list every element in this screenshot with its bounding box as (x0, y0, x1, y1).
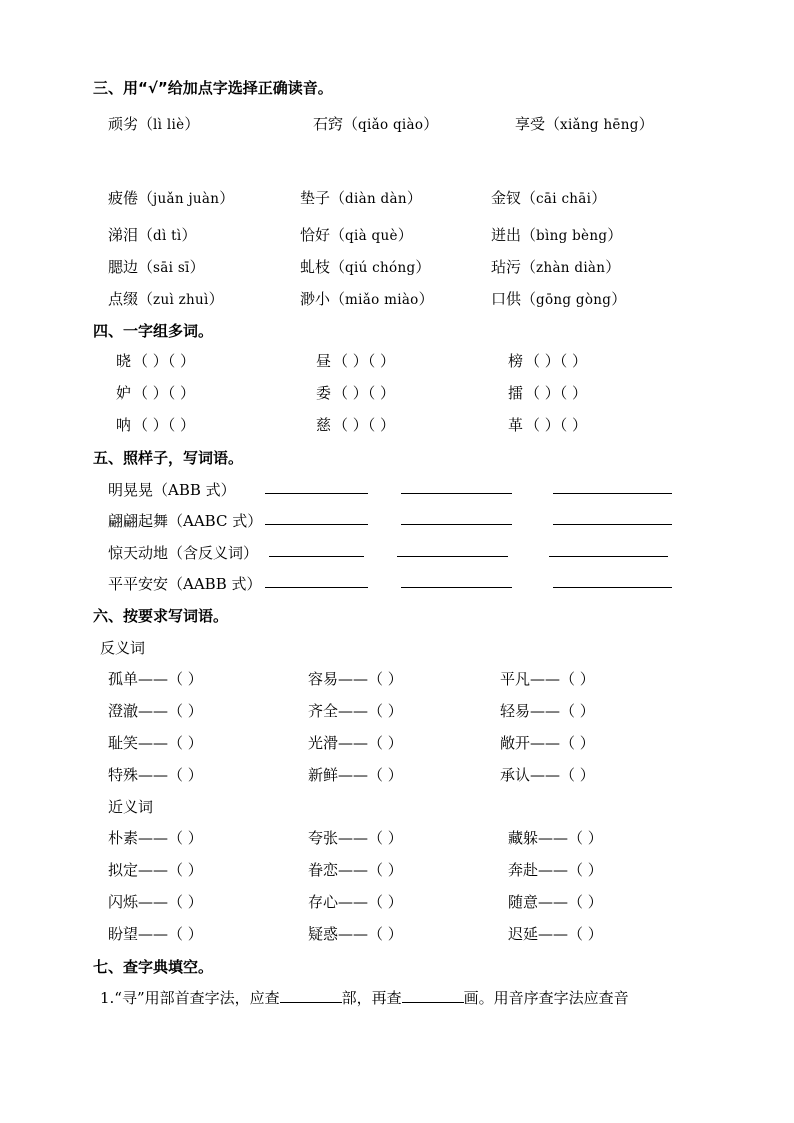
answer-line[interactable] (553, 493, 672, 494)
pinyin-options[interactable]: zuì zhuì (153, 292, 209, 308)
synonym-title: 近义词 (108, 798, 154, 816)
synonym-item[interactable]: 随意——（ ） (508, 893, 603, 911)
section3-title: 三、用“√”给加点字选择正确读音。 (93, 79, 333, 97)
pattern-example: 明晃晃（ABB 式） (108, 481, 236, 499)
answer-line[interactable] (553, 587, 672, 588)
pinyin-options[interactable]: qiǎo qiào (358, 117, 424, 133)
word-blanks[interactable]: （ ）（ ） (133, 352, 196, 370)
question-1 (100, 987, 629, 1008)
base-char: 擂 (508, 384, 524, 402)
pinyin-word: 顽劣 (108, 115, 139, 133)
paren-open: （ (521, 290, 537, 308)
antonym-item[interactable]: 孤单——（ ） (108, 670, 203, 688)
base-char: 革 (508, 416, 524, 434)
paren-open: （ (521, 226, 537, 244)
antonym-item[interactable]: 轻易——（ ） (500, 702, 595, 720)
paren-open: （ (521, 258, 537, 276)
answer-line[interactable] (265, 524, 368, 525)
answer-line[interactable] (265, 493, 368, 494)
pinyin-choice-item (491, 288, 626, 309)
paren-open: （ (545, 115, 561, 133)
answer-line[interactable] (401, 587, 512, 588)
compound-word-item (116, 382, 195, 403)
answer-line[interactable] (265, 587, 368, 588)
compound-word-item (508, 414, 587, 435)
pinyin-options[interactable]: qià què (345, 228, 398, 244)
pinyin-choice-item (300, 187, 422, 208)
pinyin-choice-item (108, 288, 224, 309)
synonym-item[interactable]: 盼望——（ ） (108, 925, 203, 943)
paren-close: ） (423, 115, 439, 133)
q1-blank-strokes[interactable] (402, 988, 464, 1003)
antonym-item[interactable]: 澄澈——（ ） (108, 702, 203, 720)
base-char: 昼 (316, 352, 332, 370)
pinyin-choice-item (108, 187, 234, 208)
pinyin-choice-item (300, 224, 413, 245)
pinyin-options[interactable]: gōng gòng (536, 292, 612, 308)
synonym-item[interactable]: 疑惑——（ ） (308, 925, 403, 943)
pinyin-word: 涕泪 (108, 226, 139, 244)
paren-close: ） (415, 258, 431, 276)
word-blanks[interactable]: （ ）（ ） (333, 352, 396, 370)
synonym-item[interactable]: 眷恋——（ ） (308, 861, 403, 879)
paren-close: ） (219, 189, 235, 207)
paren-open: （ (343, 115, 359, 133)
pattern-example: 平平安安（AABB 式） (108, 575, 262, 593)
pinyin-options[interactable]: xiǎng hēng (560, 117, 639, 133)
answer-line[interactable] (549, 556, 668, 557)
synonym-item[interactable]: 藏躲——（ ） (508, 829, 603, 847)
pinyin-word: 垫子 (300, 189, 331, 207)
pinyin-word: 石窍 (313, 115, 344, 133)
pinyin-options[interactable]: dì tì (153, 228, 182, 244)
pinyin-options[interactable]: qiú chóng (345, 260, 416, 276)
answer-line[interactable] (553, 524, 672, 525)
pinyin-choice-item (108, 256, 205, 277)
pinyin-choice-item (300, 288, 434, 309)
word-blanks[interactable]: （ ）（ ） (525, 384, 588, 402)
pinyin-word: 腮边 (108, 258, 139, 276)
synonym-item[interactable]: 奔赴——（ ） (508, 861, 603, 879)
base-char: 委 (316, 384, 332, 402)
antonym-item[interactable]: 平凡——（ ） (500, 670, 595, 688)
paren-open: （ (138, 189, 154, 207)
word-blanks[interactable]: （ ）（ ） (525, 416, 588, 434)
paren-close: ） (607, 226, 623, 244)
pinyin-choice-item (108, 224, 197, 245)
paren-close: ） (605, 258, 621, 276)
pinyin-choice-item (300, 256, 430, 277)
word-blanks[interactable]: （ ）（ ） (133, 416, 196, 434)
synonym-item[interactable]: 朴素——（ ） (108, 829, 203, 847)
synonym-item[interactable]: 拟定——（ ） (108, 861, 203, 879)
paren-open: （ (138, 258, 154, 276)
pinyin-choice-item (491, 256, 620, 277)
answer-line[interactable] (401, 524, 512, 525)
paren-open: （ (138, 290, 154, 308)
word-blanks[interactable]: （ ）（ ） (133, 384, 196, 402)
paren-open: （ (521, 189, 537, 207)
pattern-example: 惊天动地（含反义词） (108, 544, 259, 562)
base-char: 晓 (116, 352, 132, 370)
q1-text-b: 部，再查 (341, 989, 402, 1007)
base-char: 慈 (316, 416, 332, 434)
answer-line[interactable] (269, 556, 364, 557)
pinyin-choice-item (491, 187, 606, 208)
section6-title: 六、按要求写词语。 (93, 607, 229, 625)
base-char: 妒 (116, 384, 132, 402)
paren-close: ） (591, 189, 607, 207)
paren-close: ） (184, 115, 200, 133)
antonym-item[interactable]: 光滑——（ ） (308, 734, 403, 752)
paren-close: ） (208, 290, 224, 308)
antonym-item[interactable]: 特殊——（ ） (108, 766, 203, 784)
synonym-item[interactable]: 夸张——（ ） (308, 829, 403, 847)
paren-close: ） (181, 226, 197, 244)
base-char: 呐 (116, 416, 132, 434)
q1-text-c: 画。用音序查字法应查音 (463, 989, 629, 1007)
antonym-item[interactable]: 敞开——（ ） (500, 734, 595, 752)
paren-close: ） (611, 290, 627, 308)
section7-title: 七、查字典填空。 (93, 958, 214, 976)
pinyin-word: 玷污 (491, 258, 522, 276)
pinyin-word: 点缀 (108, 290, 139, 308)
pinyin-choice-item (491, 224, 622, 245)
pinyin-options[interactable]: bìng bèng (536, 228, 608, 244)
pinyin-word: 渺小 (300, 290, 331, 308)
paren-open: （ (330, 290, 346, 308)
pinyin-word: 恰好 (300, 226, 331, 244)
paren-close: ） (397, 226, 413, 244)
pinyin-options[interactable]: miǎo miào (345, 292, 419, 308)
pinyin-options[interactable]: diàn dàn (345, 191, 407, 207)
q1-text-a: 1.“寻”用部首查字法，应查 (100, 989, 280, 1007)
antonym-item[interactable]: 承认——（ ） (500, 766, 595, 784)
antonym-item[interactable]: 齐全——（ ） (308, 702, 403, 720)
pinyin-word: 虬枝 (300, 258, 331, 276)
compound-word-item (316, 414, 395, 435)
antonym-item[interactable]: 容易——（ ） (308, 670, 403, 688)
compound-word-item (508, 350, 587, 371)
answer-line[interactable] (397, 556, 508, 557)
compound-word-item (508, 382, 587, 403)
q1-blank-radical[interactable] (280, 988, 342, 1003)
antonym-item[interactable]: 新鲜——（ ） (308, 766, 403, 784)
word-blanks[interactable]: （ ）（ ） (333, 384, 396, 402)
antonym-item[interactable]: 耻笑——（ ） (108, 734, 203, 752)
compound-word-item (116, 350, 195, 371)
section5-title: 五、照样子，写词语。 (93, 449, 244, 467)
base-char: 榜 (508, 352, 524, 370)
pinyin-word: 口供 (491, 290, 522, 308)
paren-open: （ (330, 258, 346, 276)
pattern-example: 翩翩起舞（AABC 式） (108, 512, 263, 530)
compound-word-item (316, 350, 395, 371)
synonym-item[interactable]: 存心——（ ） (308, 893, 403, 911)
paren-open: （ (138, 115, 154, 133)
compound-word-item (316, 382, 395, 403)
paren-close: ） (638, 115, 654, 133)
pinyin-options[interactable]: juǎn juàn (153, 191, 220, 207)
compound-word-item (116, 414, 195, 435)
antonym-title: 反义词 (100, 639, 146, 657)
synonym-item[interactable]: 闪烁——（ ） (108, 893, 203, 911)
answer-line[interactable] (401, 493, 512, 494)
pinyin-word: 金钗 (491, 189, 522, 207)
paren-open: （ (138, 226, 154, 244)
paren-close: ） (418, 290, 434, 308)
word-blanks[interactable]: （ ）（ ） (333, 416, 396, 434)
paren-close: ） (189, 258, 205, 276)
pinyin-word: 疲倦 (108, 189, 139, 207)
section4-title: 四、一字组多词。 (93, 322, 214, 340)
paren-open: （ (330, 189, 346, 207)
pinyin-options[interactable]: cāi chāi (536, 191, 592, 207)
pinyin-choice-item (313, 113, 438, 134)
pinyin-word: 享受 (515, 115, 546, 133)
pinyin-word: 迸出 (491, 226, 522, 244)
pinyin-options[interactable]: sāi sī (153, 260, 190, 276)
paren-close: ） (406, 189, 422, 207)
pinyin-options[interactable]: zhàn diàn (536, 260, 606, 276)
pinyin-options[interactable]: lì liè (153, 117, 185, 133)
word-blanks[interactable]: （ ）（ ） (525, 352, 588, 370)
pinyin-choice-item (515, 113, 654, 134)
pinyin-choice-item (108, 113, 199, 134)
synonym-item[interactable]: 迟延——（ ） (508, 925, 603, 943)
paren-open: （ (330, 226, 346, 244)
